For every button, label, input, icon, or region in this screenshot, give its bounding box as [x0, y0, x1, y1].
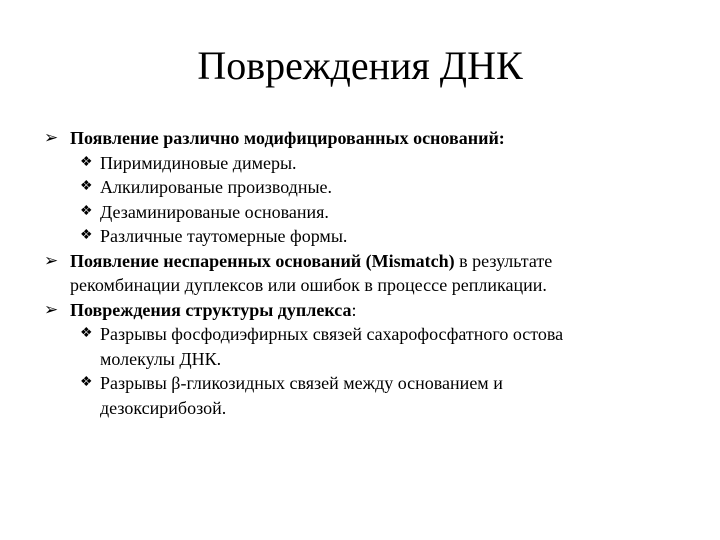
slide-content — [44, 126, 684, 420]
sub-bullet — [44, 371, 684, 420]
arrow-bullet-icon: ➢ — [44, 299, 59, 319]
bullet-text: Появление различно модифицированных оснований: — [70, 128, 505, 148]
bullet-text: : — [351, 299, 357, 320]
sub-bullet-text-line2: молекулы ДНК. — [100, 348, 222, 369]
diamond-bullet-icon: ❖ — [80, 179, 93, 194]
sub-bullet — [44, 175, 684, 200]
bullet-bold-text: Повреждения структуры дуплекса — [70, 299, 352, 320]
sub-bullet-text: Алкилированые производные. — [100, 177, 333, 197]
sub-bullet — [44, 224, 684, 249]
diamond-bullet-icon: ❖ — [80, 154, 93, 170]
diamond-bullet-icon: ❖ — [80, 203, 93, 219]
sub-bullet-text: Разрывы фосфодиэфирных связей сахарофосфатного остова — [100, 324, 564, 344]
bullet-text-line2: рекомбинации дуплексов или ошибок в процессе репликации. — [70, 275, 547, 295]
bullet-text: в результате — [454, 250, 553, 271]
sub-bullet-text: Разрывы β-гликозидных связей между основанием и — [100, 373, 503, 393]
diamond-bullet-icon: ❖ — [80, 228, 93, 243]
sub-bullet-text: Различные таутомерные формы. — [100, 226, 348, 246]
sub-bullet — [44, 200, 684, 225]
bullet-modified-bases — [44, 126, 684, 151]
sub-bullet-text: Дезаминированые основания. — [100, 201, 329, 222]
diamond-bullet-icon: ❖ — [80, 326, 93, 341]
bullet-mismatch — [44, 249, 684, 298]
bullet-duplex-damage — [44, 298, 684, 323]
sub-bullet — [44, 322, 684, 371]
slide-title: Повреждения ДНК — [197, 43, 523, 88]
sub-bullet-text: Пиримидиновые димеры. — [100, 152, 297, 173]
bullet-bold-text: Появление неспаренных оснований (Mismatch) — [70, 250, 455, 271]
sub-bullet — [44, 151, 684, 176]
diamond-bullet-icon: ❖ — [80, 375, 93, 390]
sub-bullet-text-line2: дезоксирибозой. — [100, 397, 227, 418]
arrow-bullet-icon: ➢ — [44, 128, 59, 147]
arrow-bullet-icon: ➢ — [44, 250, 59, 270]
